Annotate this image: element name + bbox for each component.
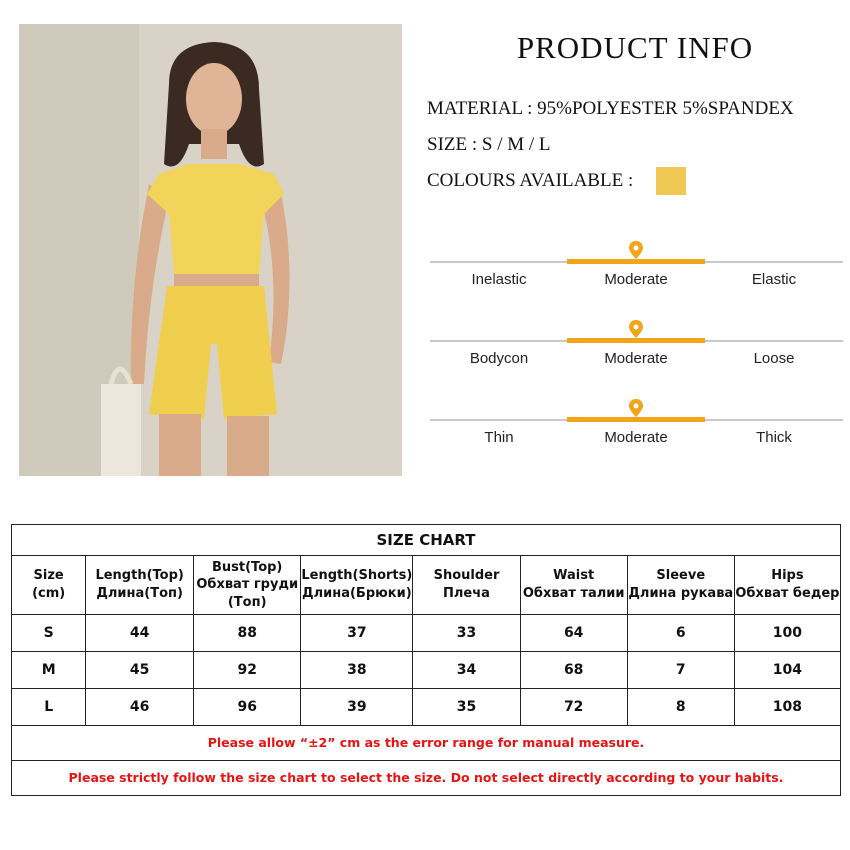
scale-highlight [567, 259, 705, 264]
elasticity-scale [430, 241, 843, 288]
product-photo [19, 24, 402, 476]
table-cell: 68 [520, 652, 627, 689]
table-cell: 45 [86, 652, 194, 689]
table-cell: 39 [301, 689, 413, 726]
scale-label-middle: Moderate [604, 350, 668, 367]
size-text: SIZE : S / M / L [427, 134, 551, 155]
table-cell: S [12, 615, 86, 652]
scale-label-right: Thick [756, 429, 792, 446]
column-header-shoulder: Shoulder Плеча [413, 556, 520, 615]
scale-label-left: Thin [484, 429, 514, 446]
table-cell: 44 [86, 615, 194, 652]
scale-highlight [567, 338, 705, 343]
product-info-title: PRODUCT INFO [516, 30, 754, 65]
location-pin-icon [629, 320, 643, 338]
size-selection-note: Please strictly follow the size chart to select the size. Do not select directly according to your habits. [12, 761, 841, 796]
table-header-row [12, 556, 841, 615]
column-header-bust-top: Bust(Top) Обхват груди (Топ) [194, 556, 301, 615]
scale-label-right: Loose [753, 350, 795, 367]
scale-label-left: Inelastic [471, 271, 527, 288]
table-cell: 33 [413, 615, 520, 652]
table-cell: 88 [194, 615, 301, 652]
thickness-scale [430, 399, 843, 446]
table-cell: 108 [734, 689, 840, 726]
table-cell: L [12, 689, 86, 726]
table-cell: 6 [627, 615, 734, 652]
colour-swatch-yellow[interactable] [656, 167, 686, 195]
table-cell: 7 [627, 652, 734, 689]
table-cell: 46 [86, 689, 194, 726]
scale-label-right: Elastic [751, 271, 797, 288]
scale-label-middle: Moderate [604, 271, 668, 288]
table-cell: 35 [413, 689, 520, 726]
table-cell: 38 [301, 652, 413, 689]
table-cell: 92 [194, 652, 301, 689]
material-text: MATERIAL : 95%POLYESTER 5%SPANDEX [427, 98, 794, 119]
table-cell: M [12, 652, 86, 689]
column-header-length-shorts: Length(Shorts) Длина(Брюки) [301, 556, 413, 615]
scale-highlight [567, 417, 705, 422]
table-cell: 8 [627, 689, 734, 726]
table-cell: 96 [194, 689, 301, 726]
measurement-error-note: Please allow “±2” cm as the error range for manual measure. [12, 726, 841, 761]
table-cell: 104 [734, 652, 840, 689]
column-header-length-top: Length(Top) Длина(Топ) [86, 556, 194, 615]
table-row [12, 615, 841, 652]
fit-scale [430, 320, 843, 367]
location-pin-icon [629, 399, 643, 417]
scale-label-middle: Moderate [604, 429, 668, 446]
column-header-hips: Hips Обхват бедер [734, 556, 840, 615]
column-header-waist: Waist Обхват талии [520, 556, 627, 615]
model-illustration [19, 24, 402, 476]
colours-label: COLOURS AVAILABLE : [427, 170, 634, 191]
table-cell: 34 [413, 652, 520, 689]
table-row [12, 652, 841, 689]
table-row [12, 689, 841, 726]
column-header-size: Size (cm) [12, 556, 86, 615]
size-chart-table [11, 524, 841, 796]
table-cell: 100 [734, 615, 840, 652]
table-cell: 37 [301, 615, 413, 652]
size-chart-title: SIZE CHART [12, 525, 841, 556]
table-cell: 72 [520, 689, 627, 726]
scale-label-left: Bodycon [469, 350, 529, 367]
location-pin-icon [629, 241, 643, 259]
table-cell: 64 [520, 615, 627, 652]
column-header-sleeve: Sleeve Длина рукава [627, 556, 734, 615]
